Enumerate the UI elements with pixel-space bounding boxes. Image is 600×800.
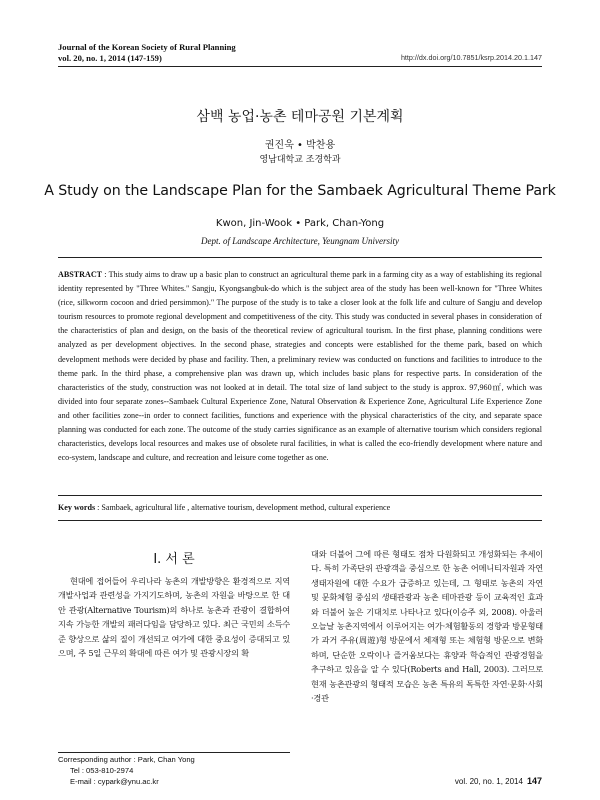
journal-name: Journal of the Korean Society of Rural Planning [58,42,236,52]
title-korean: 삼백 농업·농촌 테마공원 기본계획 [196,109,404,125]
affiliation-korean: 영남대학교 조경학과 [259,155,341,165]
body-paragraph: 현대에 접어들어 우리나라 농촌의 개발방향은 환경적으로 지역개발사업과 관련성을 가지기도하며, 농촌의 자원을 바탕으로 한 대안 관광(Alternative Tourism)의 하나로 농촌과 관광이 결합하여 지속 가능한 개발의 패러다임을 담당하고 있다. 최근 국민의 소득수준 향상으로 삶의 질이 개선되고 여가에 대한 중요성이 증대되고 있으며, 주 5일 근무의 확대에 따른 여가 및 관광시장의 확 [58,576,290,659]
body-left-column [58,574,290,660]
abstract [58,268,542,465]
abstract-text: : This study aims to draw up a basic plan to construct an agricultural theme park in a farming city as a way of establishing its regional identity represented by "Three Whites." Sangju, Kyongsangbuk-do which is the subject area of the study has been well-known for "Three Whites (rice, silkworm cocoon and dried persimmon)." The purpose of the study is to take a closer look at the folk life and culture of Sangju and develop tourism resources to promote regional development and competitiveness of the city. This study was conducted in several phases in consideration of the characteristics of plan and design, on the basis of the theoretical review of agricultural tourism. In the first phase, planning conditions were analyzed as per development objectives. In the second phase, strategies and concepts were established for the theme park, based on which development methods were decided by phase and facility. Then, a preliminary review was conducted on functions and facilities to introduce to the theme park. In the third phase, a comprehensive plan was drawn up, which includes basic plans for respective parts. In consideration of the characteristics of the study, construction was not looked at in detail. The total size of land subject to the study is approx. 97,960㎡, which was divided into four separate zones--Sambaek Cultural Experience Zone, Natural Observation & Experience Zone, Agricultural Life Experience Zone and other facilities zone--in order to connect facilities, functions and experience with the physical characteristics of the city, and separate space planning was conducted for each zone. The outcome of the study carries significance as an example of alternative tourism which considers regional characteristics, develops local resources and makes use of obsolete rural facilities, in what is called the eco-friendly development where nature and eco-system, landscape and culture, and recreation and leisure come together as one. [58,270,542,463]
body-paragraph: 대와 더불어 그에 따른 형태도 점차 다원화되고 개성화되는 추세이다. 특히 가족단위 관광객을 중심으로 한 농촌 어메니티자원과 자연생태자원에 대한 수요가 급증하고 있는데, 그 형태로 농촌의 자연 및 문화체험 중심의 생태관광과 농촌 테마관광 등이 교육적인 효과와 더불어 높은 기대치로 나타나고 있다(이승주 외, 2008). 아울러 오늘날 농촌지역에서 이루어지는 여가·체험활동의 경향과 방문형태가 과거 주유(周遊)형 방문에서 체재형 또는 체험형 방문으로 변화하며, 단순한 오락이나 즐거움보다는 휴양과 학습적인 관광경험을 추구하고 있음을 알 수 있다(Roberts and Hall, 2003). 그러므로 현재 농촌관광의 형태적 모습은 농촌 특유의 독특한 자연·문화·사회·경관 [311,549,543,704]
abstract-top-rule [58,257,542,258]
keywords-text: : Sambaek, agricultural life , alternative tourism, development method, cultural experience [95,503,391,512]
author-email: E-mail : cypark@ynu.ac.kr [70,777,159,786]
authors-english: Kwon, Jin-Wook • Park, Chan-Yong [215,218,385,229]
abstract-bottom-rule [58,495,542,496]
footnote [58,754,195,787]
authors-korean: 권진욱 • 박찬용 [264,140,336,151]
keywords-label: Key words [58,503,96,512]
footer-volume: vol. 20, no. 1, 2014 [454,777,523,786]
keywords-rule [58,520,542,521]
section-heading-introduction: Ⅰ. 서 론 [153,552,195,567]
corresponding-author: Corresponding author : Park, Chan Yong [58,755,195,764]
abstract-label: ABSTRACT [58,270,103,279]
doi-link[interactable]: http://dx.doi.org/10.7851/ksrp.2014.20.1.147 [400,53,542,62]
page-number: 147 [526,776,542,786]
title-english: A Study on the Landscape Plan for the Sambaek Agricultural Theme Park [44,183,556,199]
journal-volume: vol. 20, no. 1, 2014 (147-159) [58,53,162,63]
author-tel: Tel : 053-810-2974 [70,766,134,775]
header-rule [58,66,542,67]
body-right-column [311,547,543,705]
affiliation-english: Dept. of Landscape Architecture, Yeungnam University [200,236,400,246]
keywords [58,503,542,512]
footnote-rule [58,752,290,753]
journal-header [58,42,236,64]
page-footer [455,776,542,786]
